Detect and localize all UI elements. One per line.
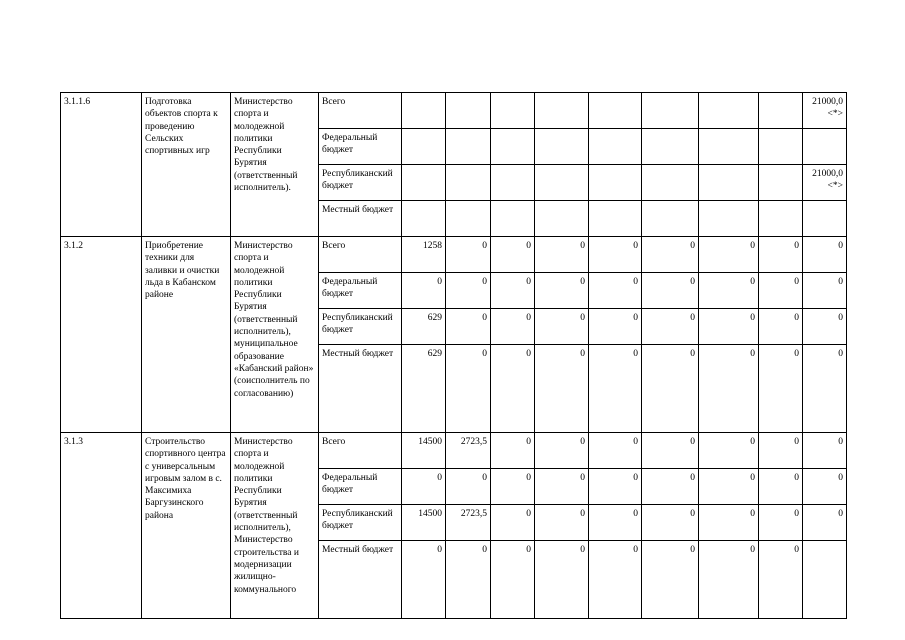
funding-value-cell: 629 [402,309,446,345]
funding-source-label: Республиканский бюджет [319,165,402,201]
funding-value-cell: 0 [589,237,642,273]
funding-value-cell: 0 [589,469,642,505]
funding-value-cell [699,129,759,165]
funding-value-cell [759,129,803,165]
budget-table-body [61,93,847,619]
funding-value-cell: 0 [759,541,803,619]
funding-value-cell: 0 [446,237,491,273]
funding-value-cell: 629 [402,345,446,433]
item-name: Приобретение техники для заливки и очистки льда в Кабанском районе [142,237,231,433]
funding-value-cell: 0 [803,469,847,505]
funding-value-cell: 2723,5 [446,433,491,469]
funding-value-cell [589,165,642,201]
funding-source-label: Республиканский бюджет [319,505,402,541]
table-row [61,237,847,273]
funding-value-cell [759,165,803,201]
funding-value-cell: 0 [535,505,589,541]
funding-value-cell: 0 [699,541,759,619]
funding-value-cell: 21000,0 <*> [803,165,847,201]
budget-table [60,92,847,619]
funding-value-cell: 0 [491,541,535,619]
funding-source-label: Местный бюджет [319,345,402,433]
funding-source-label: Федеральный бюджет [319,129,402,165]
funding-value-cell: 0 [535,541,589,619]
funding-value-cell: 0 [759,273,803,309]
funding-value-cell [402,129,446,165]
funding-value-cell: 0 [589,541,642,619]
funding-value-cell: 14500 [402,505,446,541]
funding-value-cell: 0 [759,345,803,433]
funding-value-cell [446,165,491,201]
funding-value-cell: 0 [589,433,642,469]
funding-value-cell [402,93,446,129]
funding-value-cell: 0 [535,237,589,273]
funding-value-cell: 0 [491,309,535,345]
funding-value-cell [491,165,535,201]
funding-value-cell: 0 [803,345,847,433]
funding-value-cell: 0 [491,433,535,469]
funding-value-cell: 0 [642,541,699,619]
funding-value-cell: 0 [589,309,642,345]
funding-value-cell [535,129,589,165]
funding-value-cell: 0 [803,273,847,309]
funding-value-cell [642,201,699,237]
funding-value-cell [402,201,446,237]
funding-value-cell [491,201,535,237]
funding-value-cell [491,129,535,165]
funding-value-cell [803,129,847,165]
funding-source-label: Всего [319,93,402,129]
funding-value-cell [535,93,589,129]
funding-value-cell [699,201,759,237]
funding-value-cell [402,165,446,201]
funding-value-cell [446,129,491,165]
funding-value-cell: 0 [803,505,847,541]
funding-value-cell: 0 [699,309,759,345]
funding-value-cell [642,129,699,165]
item-executor: Министерство спорта и молодежной политики Республики Бурятия (ответственный исполнитель), муниципальное образование «Кабанский район» (соисполнитель по согласованию) [231,237,319,433]
funding-value-cell: 0 [589,273,642,309]
funding-value-cell: 0 [446,309,491,345]
funding-value-cell: 0 [535,345,589,433]
table-row [61,433,847,469]
funding-value-cell: 0 [642,237,699,273]
item-code: 3.1.3 [61,433,142,619]
funding-value-cell: 0 [699,273,759,309]
funding-value-cell: 0 [589,505,642,541]
funding-value-cell: 0 [491,237,535,273]
funding-value-cell: 0 [699,469,759,505]
item-executor: Министерство спорта и молодежной политики Республики Бурятия (ответственный исполнитель). [231,93,319,237]
item-name: Строительство спортивного центра с универсальным игровым залом в с. Максимиха Баргузинского района [142,433,231,619]
funding-value-cell: 0 [491,273,535,309]
funding-value-cell: 2723,5 [446,505,491,541]
funding-value-cell: 0 [402,273,446,309]
funding-value-cell: 0 [446,469,491,505]
funding-value-cell [642,165,699,201]
funding-value-cell: 0 [446,273,491,309]
funding-value-cell [699,93,759,129]
funding-value-cell [535,165,589,201]
funding-value-cell: 0 [491,345,535,433]
funding-source-label: Всего [319,433,402,469]
funding-value-cell: 0 [759,469,803,505]
funding-source-label: Местный бюджет [319,201,402,237]
funding-value-cell: 0 [759,309,803,345]
funding-value-cell [759,93,803,129]
funding-value-cell: 0 [642,505,699,541]
funding-value-cell: 0 [759,505,803,541]
funding-value-cell: 0 [642,309,699,345]
funding-value-cell: 0 [759,433,803,469]
funding-value-cell: 0 [446,541,491,619]
funding-value-cell [699,165,759,201]
funding-value-cell: 0 [803,433,847,469]
funding-source-label: Республиканский бюджет [319,309,402,345]
funding-value-cell: 0 [642,345,699,433]
funding-value-cell: 14500 [402,433,446,469]
funding-value-cell: 0 [803,237,847,273]
funding-value-cell: 21000,0 <*> [803,93,847,129]
funding-value-cell [446,93,491,129]
funding-source-label: Всего [319,237,402,273]
funding-value-cell: 0 [803,309,847,345]
funding-value-cell: 0 [642,433,699,469]
funding-value-cell [759,201,803,237]
funding-source-label: Федеральный бюджет [319,273,402,309]
funding-value-cell [642,93,699,129]
funding-value-cell: 0 [535,469,589,505]
funding-value-cell: 0 [699,433,759,469]
funding-value-cell [535,201,589,237]
funding-value-cell: 0 [446,345,491,433]
funding-value-cell: 0 [535,309,589,345]
item-code: 3.1.2 [61,237,142,433]
funding-value-cell [491,93,535,129]
funding-value-cell [803,201,847,237]
funding-value-cell: 0 [491,469,535,505]
funding-source-label: Федеральный бюджет [319,469,402,505]
funding-value-cell [589,201,642,237]
funding-value-cell: 0 [491,505,535,541]
item-code: 3.1.1.6 [61,93,142,237]
item-name: Подготовка объектов спорта к проведению Сельских спортивных игр [142,93,231,237]
funding-value-cell: 0 [402,469,446,505]
funding-value-cell: 0 [589,345,642,433]
funding-value-cell: 0 [759,237,803,273]
funding-value-cell: 0 [699,237,759,273]
funding-value-cell: 0 [535,273,589,309]
funding-value-cell [589,129,642,165]
item-executor: Министерство спорта и молодежной политики Республики Бурятия (ответственный исполнитель), Министерство строительства и модернизации жилищно-коммунального [231,433,319,619]
funding-value-cell [589,93,642,129]
funding-value-cell [803,541,847,619]
table-row [61,93,847,129]
funding-source-label: Местный бюджет [319,541,402,619]
funding-value-cell: 0 [535,433,589,469]
funding-value-cell: 0 [699,505,759,541]
funding-value-cell: 0 [699,345,759,433]
funding-value-cell: 1258 [402,237,446,273]
funding-value-cell: 0 [642,469,699,505]
funding-value-cell: 0 [642,273,699,309]
funding-value-cell [446,201,491,237]
funding-value-cell: 0 [402,541,446,619]
